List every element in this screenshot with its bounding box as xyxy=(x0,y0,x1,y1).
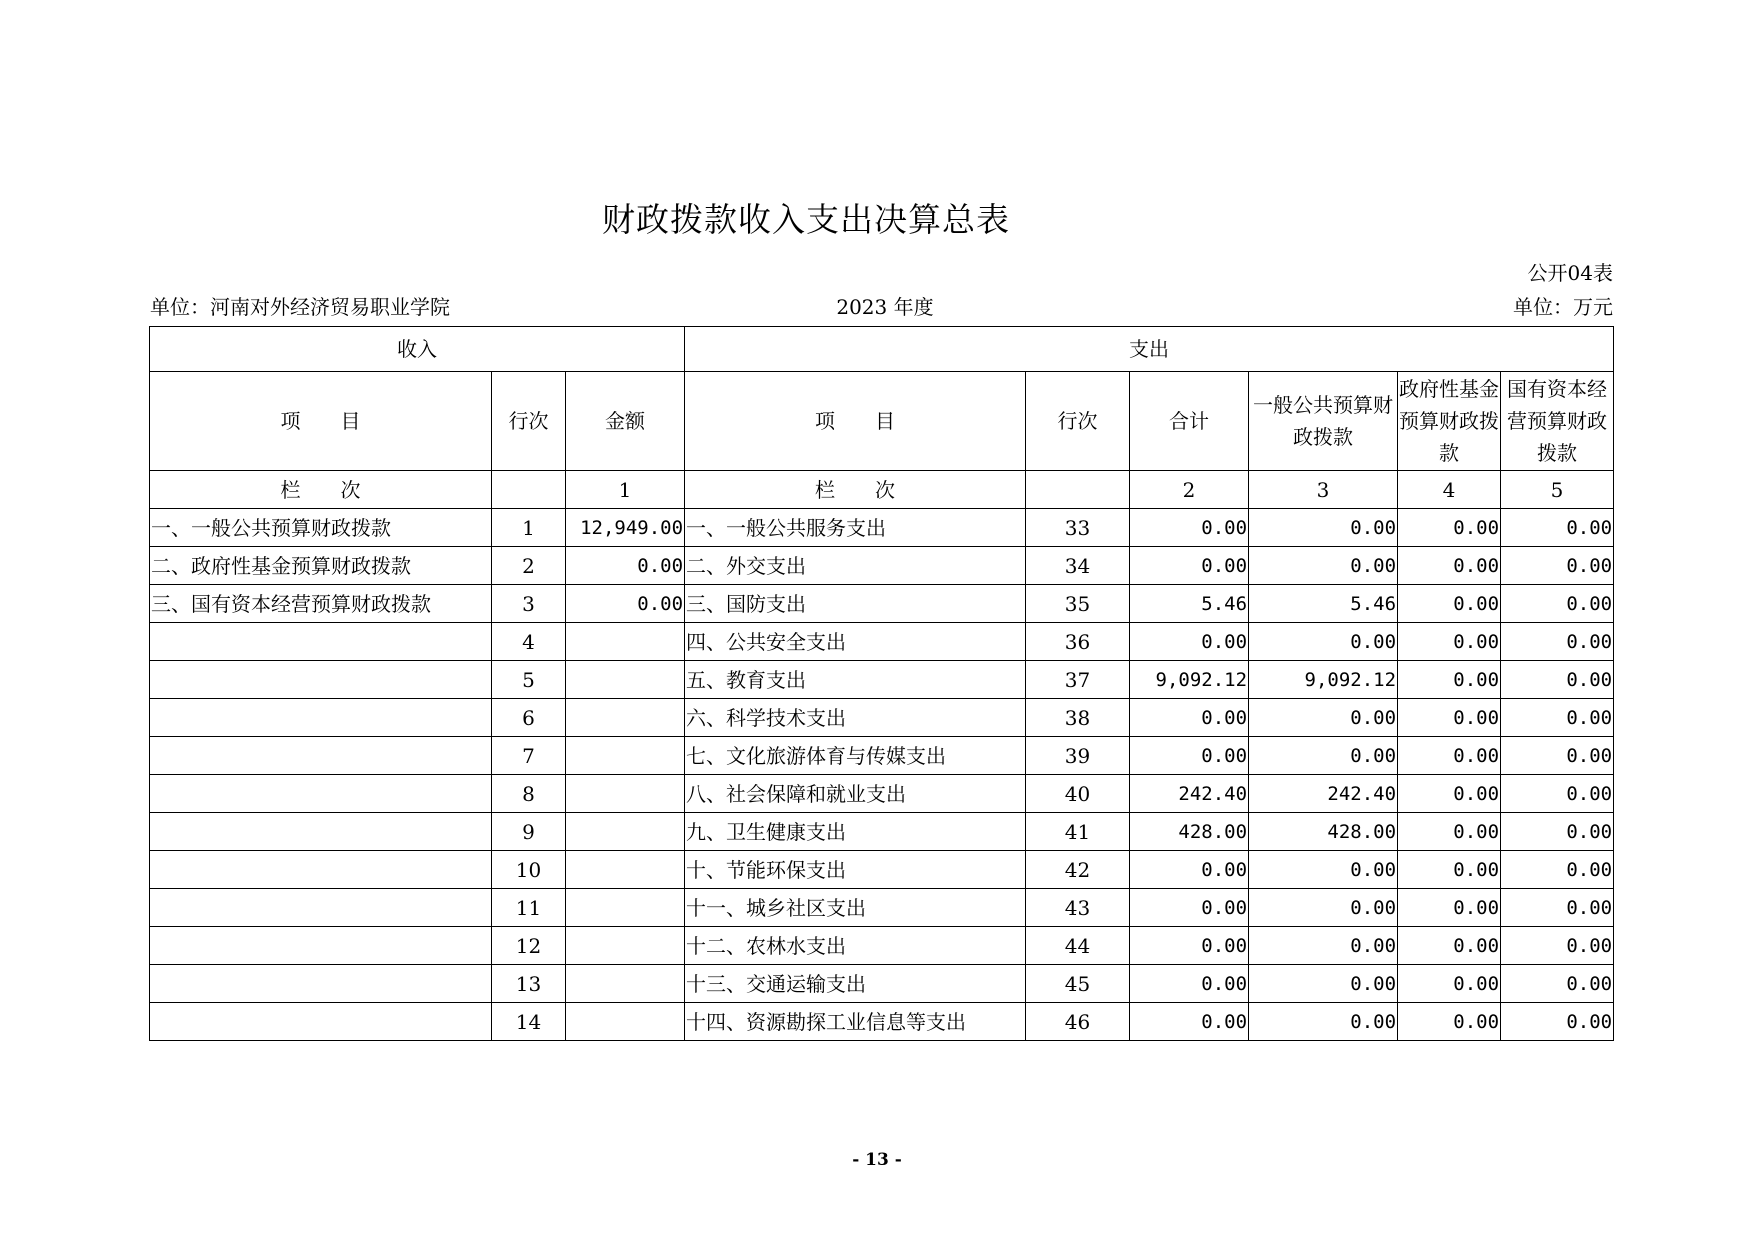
state-capital-cell: 0.00 xyxy=(1501,585,1614,623)
total-header: 合计 xyxy=(1130,372,1249,471)
income-item-cell: 一、一般公共预算财政拨款 xyxy=(150,509,492,547)
table-row xyxy=(150,585,1614,623)
state-capital-cell: 0.00 xyxy=(1501,547,1614,585)
reporting-unit: 单位：河南对外经济贸易职业学院 xyxy=(150,295,450,319)
expense-item-cell: 五、教育支出 xyxy=(685,661,1026,699)
income-item-header: 项 目 xyxy=(150,372,492,471)
expense-row-no-cell: 42 xyxy=(1026,851,1130,889)
expense-item-cell: 八、社会保障和就业支出 xyxy=(685,775,1026,813)
state-capital-cell: 0.00 xyxy=(1501,623,1614,661)
total-cell: 0.00 xyxy=(1130,1003,1249,1041)
income-amount-cell: 0.00 xyxy=(566,585,685,623)
table-row xyxy=(150,737,1614,775)
income-row-no-cell: 9 xyxy=(492,813,566,851)
gov-fund-cell: 0.00 xyxy=(1398,661,1501,699)
gov-fund-cell: 0.00 xyxy=(1398,889,1501,927)
income-row-no-cell: 6 xyxy=(492,699,566,737)
fiscal-summary-table xyxy=(149,326,1614,1041)
state-capital-cell: 0.00 xyxy=(1501,737,1614,775)
gov-fund-cell: 0.00 xyxy=(1398,509,1501,547)
income-item-cell: 二、政府性基金预算财政拨款 xyxy=(150,547,492,585)
state-capital-cell: 0.00 xyxy=(1501,1003,1614,1041)
expense-item-cell: 七、文化旅游体育与传媒支出 xyxy=(685,737,1026,775)
income-amount-cell: 0.00 xyxy=(566,547,685,585)
page-number: - 13 - xyxy=(852,1150,902,1170)
income-item-cell xyxy=(150,927,492,965)
income-row-no-cell: 10 xyxy=(492,851,566,889)
expense-item-cell: 六、科学技术支出 xyxy=(685,699,1026,737)
total-cell: 0.00 xyxy=(1130,927,1249,965)
expense-item-cell: 十四、资源勘探工业信息等支出 xyxy=(685,1003,1026,1041)
general-budget-cell: 0.00 xyxy=(1249,927,1398,965)
income-row-no-cell: 14 xyxy=(492,1003,566,1041)
income-amount-cell xyxy=(566,851,685,889)
expense-row-no-cell: 36 xyxy=(1026,623,1130,661)
gov-fund-cell: 0.00 xyxy=(1398,927,1501,965)
general-budget-cell: 0.00 xyxy=(1249,1003,1398,1041)
table-row xyxy=(150,851,1614,889)
expense-row-no-cell: 37 xyxy=(1026,661,1130,699)
general-budget-cell: 5.46 xyxy=(1249,585,1398,623)
gov-fund-cell: 0.00 xyxy=(1398,851,1501,889)
income-row-no-cell: 2 xyxy=(492,547,566,585)
lanci-col-5: 5 xyxy=(1501,471,1614,509)
income-item-cell xyxy=(150,623,492,661)
income-row-no-cell: 13 xyxy=(492,965,566,1003)
expense-item-cell: 二、外交支出 xyxy=(685,547,1026,585)
gov-fund-cell: 0.00 xyxy=(1398,813,1501,851)
lanci-col-2: 2 xyxy=(1130,471,1249,509)
gov-fund-cell: 0.00 xyxy=(1398,965,1501,1003)
state-capital-cell: 0.00 xyxy=(1501,509,1614,547)
expense-row-no-cell: 43 xyxy=(1026,889,1130,927)
income-row-no-cell: 11 xyxy=(492,889,566,927)
general-budget-cell: 0.00 xyxy=(1249,509,1398,547)
expense-row-no-cell: 40 xyxy=(1026,775,1130,813)
income-row-no-cell: 1 xyxy=(492,509,566,547)
gov-fund-cell: 0.00 xyxy=(1398,1003,1501,1041)
gov-fund-cell: 0.00 xyxy=(1398,775,1501,813)
lanci-col-1: 1 xyxy=(566,471,685,509)
lanci-label-expense: 栏 次 xyxy=(685,471,1026,509)
expense-row-no-cell: 35 xyxy=(1026,585,1130,623)
table-number: 公开04表 xyxy=(1527,261,1613,285)
expense-row-no-header: 行次 xyxy=(1026,372,1130,471)
state-capital-cell: 0.00 xyxy=(1501,699,1614,737)
general-budget-cell: 0.00 xyxy=(1249,623,1398,661)
table-row xyxy=(150,1003,1614,1041)
income-row-no-cell: 3 xyxy=(492,585,566,623)
table-row xyxy=(150,547,1614,585)
expense-row-no-cell: 46 xyxy=(1026,1003,1130,1041)
page-title: 财政拨款收入支出决算总表 xyxy=(602,200,1010,239)
total-cell: 0.00 xyxy=(1130,851,1249,889)
income-amount-cell xyxy=(566,699,685,737)
income-amount-cell xyxy=(566,623,685,661)
income-item-cell xyxy=(150,889,492,927)
expense-item-cell: 十二、农林水支出 xyxy=(685,927,1026,965)
general-budget-cell: 0.00 xyxy=(1249,737,1398,775)
total-cell: 242.40 xyxy=(1130,775,1249,813)
state-capital-header: 国有资本经营预算财政拨款 xyxy=(1501,372,1614,471)
expense-item-cell: 一、一般公共服务支出 xyxy=(685,509,1026,547)
income-amount-cell xyxy=(566,1003,685,1041)
lanci-label: 栏 次 xyxy=(150,471,492,509)
column-header-row xyxy=(150,372,1614,471)
income-amount-cell xyxy=(566,813,685,851)
table-row xyxy=(150,623,1614,661)
income-amount-cell xyxy=(566,661,685,699)
income-item-cell xyxy=(150,965,492,1003)
total-cell: 0.00 xyxy=(1130,965,1249,1003)
general-budget-cell: 0.00 xyxy=(1249,965,1398,1003)
general-budget-cell: 242.40 xyxy=(1249,775,1398,813)
expense-item-header: 项 目 xyxy=(685,372,1026,471)
gov-fund-cell: 0.00 xyxy=(1398,585,1501,623)
income-amount-cell: 12,949.00 xyxy=(566,509,685,547)
total-cell: 0.00 xyxy=(1130,699,1249,737)
total-cell: 0.00 xyxy=(1130,737,1249,775)
state-capital-cell: 0.00 xyxy=(1501,889,1614,927)
total-cell: 428.00 xyxy=(1130,813,1249,851)
gov-fund-header: 政府性基金预算财政拨款 xyxy=(1398,372,1501,471)
income-amount-cell xyxy=(566,775,685,813)
expense-row-no-cell: 39 xyxy=(1026,737,1130,775)
expense-section-header: 支出 xyxy=(685,327,1614,372)
state-capital-cell: 0.00 xyxy=(1501,927,1614,965)
table-row xyxy=(150,775,1614,813)
lanci-empty-expense xyxy=(1026,471,1130,509)
total-cell: 5.46 xyxy=(1130,585,1249,623)
general-budget-cell: 0.00 xyxy=(1249,699,1398,737)
table-row xyxy=(150,699,1614,737)
state-capital-cell: 0.00 xyxy=(1501,775,1614,813)
gov-fund-cell: 0.00 xyxy=(1398,623,1501,661)
gov-fund-cell: 0.00 xyxy=(1398,737,1501,775)
total-cell: 0.00 xyxy=(1130,547,1249,585)
expense-item-cell: 十、节能环保支出 xyxy=(685,851,1026,889)
expense-row-no-cell: 41 xyxy=(1026,813,1130,851)
income-amount-cell xyxy=(566,737,685,775)
total-cell: 0.00 xyxy=(1130,509,1249,547)
table-row xyxy=(150,889,1614,927)
expense-row-no-cell: 45 xyxy=(1026,965,1130,1003)
income-amount-cell xyxy=(566,927,685,965)
expense-item-cell: 十一、城乡社区支出 xyxy=(685,889,1026,927)
fiscal-year: 2023 年度 xyxy=(836,295,934,319)
income-row-no-header: 行次 xyxy=(492,372,566,471)
expense-row-no-cell: 38 xyxy=(1026,699,1130,737)
income-row-no-cell: 4 xyxy=(492,623,566,661)
income-item-cell xyxy=(150,661,492,699)
money-unit: 单位：万元 xyxy=(1513,295,1613,319)
state-capital-cell: 0.00 xyxy=(1501,851,1614,889)
general-budget-cell: 0.00 xyxy=(1249,889,1398,927)
expense-row-no-cell: 44 xyxy=(1026,927,1130,965)
income-item-cell xyxy=(150,851,492,889)
expense-row-no-cell: 34 xyxy=(1026,547,1130,585)
gov-fund-cell: 0.00 xyxy=(1398,547,1501,585)
general-budget-cell: 428.00 xyxy=(1249,813,1398,851)
table-row xyxy=(150,661,1614,699)
state-capital-cell: 0.00 xyxy=(1501,661,1614,699)
income-amount-cell xyxy=(566,965,685,1003)
gov-fund-cell: 0.00 xyxy=(1398,699,1501,737)
total-cell: 0.00 xyxy=(1130,623,1249,661)
income-item-cell xyxy=(150,737,492,775)
expense-item-cell: 四、公共安全支出 xyxy=(685,623,1026,661)
state-capital-cell: 0.00 xyxy=(1501,813,1614,851)
expense-item-cell: 九、卫生健康支出 xyxy=(685,813,1026,851)
meta-row xyxy=(150,294,1613,320)
lanci-empty xyxy=(492,471,566,509)
income-row-no-cell: 5 xyxy=(492,661,566,699)
total-cell: 0.00 xyxy=(1130,889,1249,927)
income-amount-cell xyxy=(566,889,685,927)
income-item-cell xyxy=(150,775,492,813)
lanci-col-3: 3 xyxy=(1249,471,1398,509)
general-budget-cell: 0.00 xyxy=(1249,851,1398,889)
section-header-row xyxy=(150,327,1614,372)
income-amount-header: 金额 xyxy=(566,372,685,471)
income-item-cell xyxy=(150,1003,492,1041)
income-row-no-cell: 12 xyxy=(492,927,566,965)
expense-row-no-cell: 33 xyxy=(1026,509,1130,547)
income-item-cell xyxy=(150,699,492,737)
column-index-row xyxy=(150,471,1614,509)
income-row-no-cell: 8 xyxy=(492,775,566,813)
table-row xyxy=(150,509,1614,547)
expense-item-cell: 三、国防支出 xyxy=(685,585,1026,623)
income-item-cell xyxy=(150,813,492,851)
general-budget-cell: 0.00 xyxy=(1249,547,1398,585)
total-cell: 9,092.12 xyxy=(1130,661,1249,699)
general-budget-cell: 9,092.12 xyxy=(1249,661,1398,699)
income-section-header: 收入 xyxy=(150,327,685,372)
table-row xyxy=(150,813,1614,851)
general-budget-header: 一般公共预算财政拨款 xyxy=(1249,372,1398,471)
lanci-col-4: 4 xyxy=(1398,471,1501,509)
state-capital-cell: 0.00 xyxy=(1501,965,1614,1003)
income-item-cell: 三、国有资本经营预算财政拨款 xyxy=(150,585,492,623)
expense-item-cell: 十三、交通运输支出 xyxy=(685,965,1026,1003)
table-row xyxy=(150,965,1614,1003)
table-row xyxy=(150,927,1614,965)
income-row-no-cell: 7 xyxy=(492,737,566,775)
